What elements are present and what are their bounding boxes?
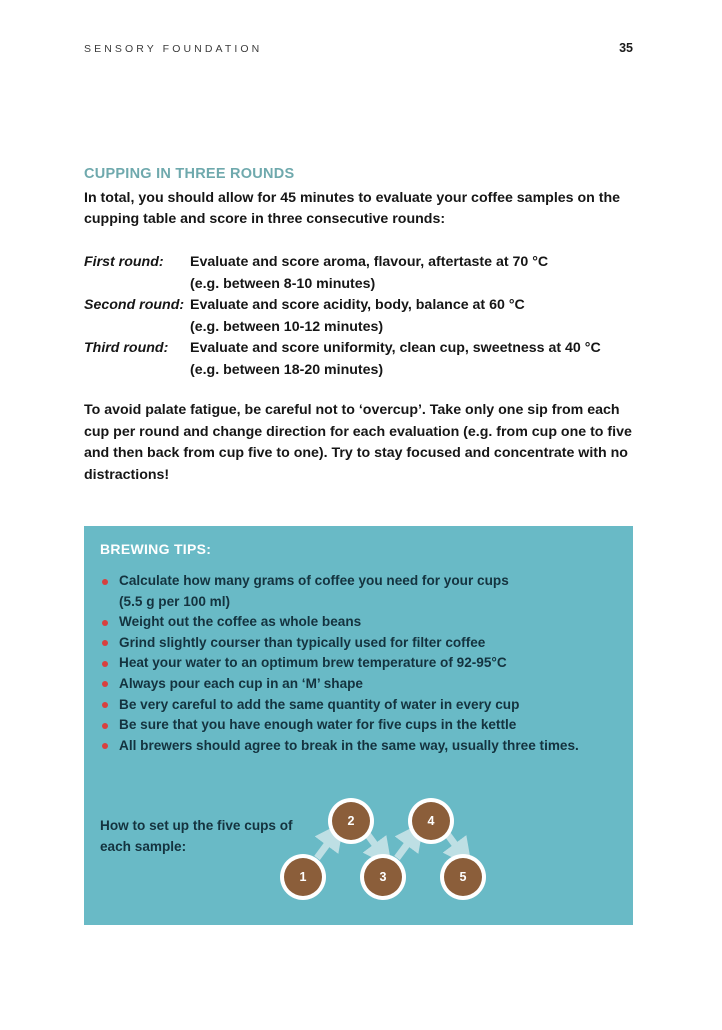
- round-timing: (e.g. between 8-10 minutes): [190, 275, 376, 292]
- cup-circle: [444, 858, 482, 896]
- cup-number: 4: [427, 814, 435, 828]
- round-description: Evaluate and score aroma, flavour, aftertaste at 70 °C: [190, 254, 549, 270]
- brewing-tips-title: BREWING TIPS:: [100, 541, 212, 557]
- bullet-dot-icon: [102, 620, 108, 626]
- cup-marker-2: [328, 798, 374, 844]
- cup-marker-4: [408, 798, 454, 844]
- list-item: [100, 571, 620, 612]
- tip-text: Weight out the coffee as whole beans: [119, 614, 362, 630]
- intro-paragraph: In total, you should allow for 45 minutes to evaluate your coffee samples on the cupping table and score in three consecutive rounds:: [84, 190, 621, 227]
- diagram-caption: How to set up the five cups of each sample:: [100, 818, 293, 854]
- bullet-dot-icon: [102, 743, 108, 749]
- section-heading: CUPPING IN THREE ROUNDS: [84, 166, 295, 182]
- list-item: [100, 612, 620, 633]
- advice-paragraph: To avoid palate fatigue, be careful not to ‘overcup’. Take only one sip from each cup per round and change direction for each evaluation (e.g. from cup one to five and then back from cup five to one). Try to stay focused and concentrate with no distractions!: [84, 402, 632, 483]
- list-item: [100, 653, 620, 674]
- bullet-dot-icon: [102, 723, 108, 729]
- bullet-dot-icon: [102, 640, 108, 646]
- cup-marker-1: [280, 854, 326, 900]
- round-description: Evaluate and score uniformity, clean cup, sweetness at 40 °C: [190, 340, 601, 356]
- brewing-tips-list: [100, 571, 620, 756]
- cup-number: 5: [459, 870, 467, 884]
- round-timing: (e.g. between 18-20 minutes): [190, 361, 384, 378]
- tip-text: Heat your water to an optimum brew temperature of 92-95°C: [119, 655, 507, 671]
- cup-circle: [332, 802, 370, 840]
- tip-text: Calculate how many grams of coffee you need for your cups: [119, 573, 509, 588]
- tip-text: Grind slightly courser than typically used for filter coffee: [119, 634, 486, 650]
- round-label: Second round:: [84, 297, 185, 313]
- round-description: Evaluate and score acidity, body, balance at 60 °C: [190, 297, 525, 313]
- brewing-tips-panel: [84, 526, 633, 925]
- tip-text: Be sure that you have enough water for five cups in the kettle: [119, 717, 517, 733]
- round-label: First round:: [84, 254, 164, 270]
- cup-circle: [284, 858, 322, 896]
- bullet-dot-icon: [102, 702, 108, 708]
- cup-circle: [364, 858, 402, 896]
- list-item: [100, 736, 620, 757]
- cup-marker-5: [440, 854, 486, 900]
- list-item: [100, 695, 620, 716]
- tip-continuation: (5.5 g per 100 ml): [119, 593, 231, 609]
- list-item: [100, 633, 620, 654]
- round-item: [84, 252, 632, 295]
- tip-text: All brewers should agree to break in the same way, usually three times.: [119, 737, 579, 753]
- round-timing: (e.g. between 10-12 minutes): [190, 318, 384, 335]
- list-item: [100, 674, 620, 695]
- bullet-dot-icon: [102, 681, 108, 687]
- page-number: 35: [619, 41, 633, 55]
- cup-number: 3: [379, 870, 387, 884]
- cup-setup-diagram: [84, 768, 633, 913]
- bullet-dot-icon: [102, 661, 108, 667]
- tip-text: Be very careful to add the same quantity of water in every cup: [119, 696, 520, 712]
- cup-number: 2: [347, 814, 355, 828]
- list-item: [100, 715, 620, 736]
- round-item: [84, 338, 632, 381]
- running-head: [84, 41, 633, 55]
- cup-marker-3: [360, 854, 406, 900]
- cup-circle: [412, 802, 450, 840]
- rounds-list: [84, 252, 632, 381]
- cup-number: 1: [299, 870, 307, 884]
- round-item: [84, 295, 632, 338]
- bullet-dot-icon: [102, 579, 108, 585]
- running-head-title: SENSORY FOUNDATION: [84, 43, 263, 55]
- round-label: Third round:: [84, 340, 169, 356]
- tip-text: Always pour each cup in an ‘M’ shape: [119, 675, 363, 691]
